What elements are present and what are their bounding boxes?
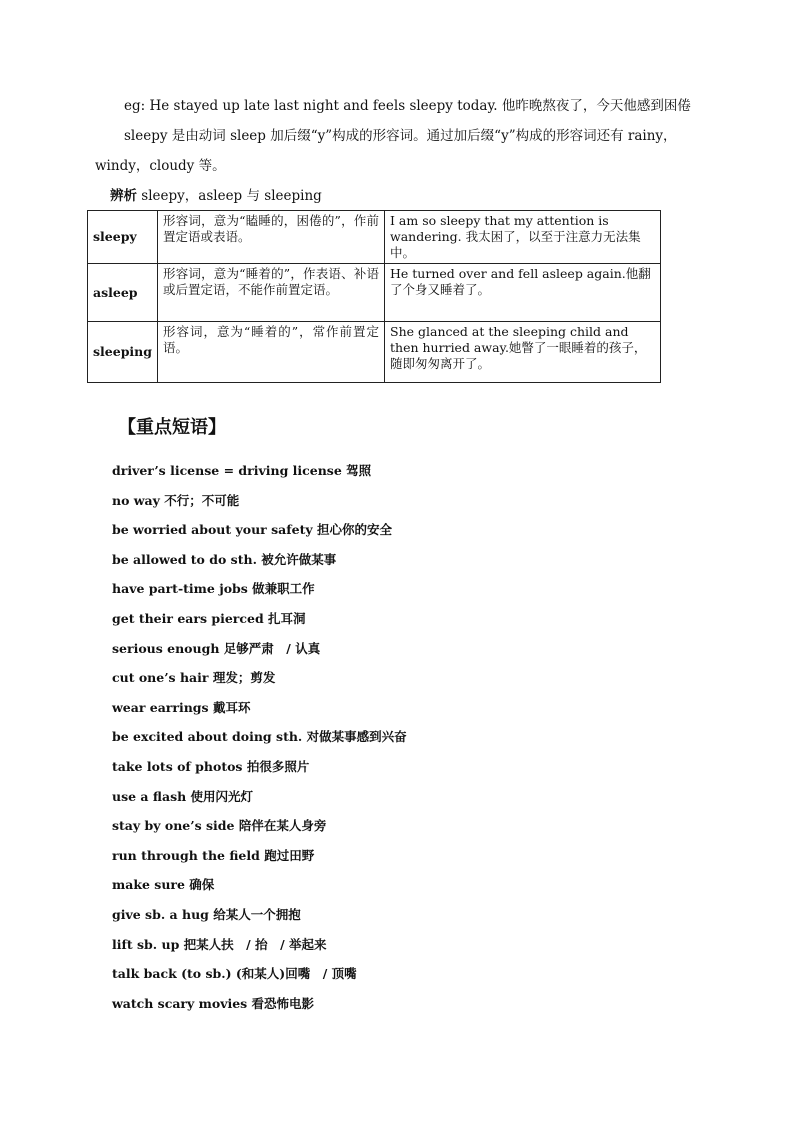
table-row	[88, 322, 661, 383]
table-cell-example: I am so sleepy that my attention is wandering. 我太困了，以至于注意力无法集中。	[385, 211, 661, 264]
comparison-table	[87, 210, 661, 383]
phrase-item: watch scary movies 看恐怖电影	[112, 995, 315, 1011]
table-cell-word: sleeping	[88, 322, 158, 383]
phrase-list	[112, 461, 407, 1023]
example-sentence: eg: He stayed up late last night and feels sleepy today. 他昨晚熬夜了，今天他感到困倦	[124, 98, 691, 114]
phrase-item: serious enough 足够严肃 / 认真	[112, 640, 321, 656]
phrase-item: be allowed to do sth. 被允许做某事	[112, 551, 337, 567]
phrase-item: have part-time jobs 做兼职工作	[112, 581, 315, 597]
phrase-item: talk back (to sb.) (和某人)回嘴 / 顶嘴	[112, 966, 357, 982]
phrase-item: no way 不行；不可能	[112, 492, 240, 508]
table-cell-example: She glanced at the sleeping child and then hurried away.她瞥了一眼睡着的孩子，随即匆匆离开了。	[385, 322, 661, 383]
phrase-item: lift sb. up 把某人扶 / 抬 / 举起来	[112, 936, 327, 952]
comparison-label: 辨析	[110, 188, 137, 204]
table-cell-word: sleepy	[88, 211, 158, 264]
phrase-item: cut one’s hair 理发；剪发	[112, 670, 276, 686]
table-cell-description: 形容词，意为“睡着的”，作表语、补语或后置定语，不能作前置定语。	[158, 264, 385, 322]
phrase-item: get their ears pierced 扎耳洞	[112, 610, 306, 626]
table-cell-description: 形容词，意为“瞌睡的，困倦的”，作前置定语或表语。	[158, 211, 385, 264]
table-row	[88, 211, 661, 264]
table-row	[88, 264, 661, 322]
phrase-item: give sb. a hug 给某人一个拥抱	[112, 906, 301, 922]
phrase-item: take lots of photos 拍很多照片	[112, 758, 310, 774]
phrase-item: use a flash 使用闪光灯	[112, 788, 254, 804]
phrase-item: wear earrings 戴耳环	[112, 699, 251, 715]
explanation-line-1: sleepy 是由动词 sleep 加后缀“y”构成的形容词。通过加后缀“y”构成的形容词还有 rainy，	[124, 128, 677, 144]
table-cell-description: 形容词，意为“睡着的”，常作前置定语。	[158, 322, 385, 383]
phrase-item: stay by one’s side 陪伴在某人身旁	[112, 818, 327, 834]
comparison-heading	[110, 186, 322, 206]
phrase-item: make sure 确保	[112, 877, 215, 893]
phrase-item: run through the field 跑过田野	[112, 847, 315, 863]
comparison-words: sleepy，asleep 与 sleeping	[137, 188, 322, 204]
phrase-item: be worried about your safety 担心你的安全	[112, 522, 392, 538]
explanation-line-2: windy，cloudy 等。	[95, 158, 226, 174]
table-cell-example: He turned over and fell asleep again.他翻了个身又睡着了。	[385, 264, 661, 322]
section-title: 【重点短语】	[118, 417, 226, 438]
phrase-item: be excited about doing sth. 对做某事感到兴奋	[112, 729, 407, 745]
phrase-item: driver’s license = driving license 驾照	[112, 463, 372, 478]
table-cell-word: asleep	[88, 264, 158, 322]
